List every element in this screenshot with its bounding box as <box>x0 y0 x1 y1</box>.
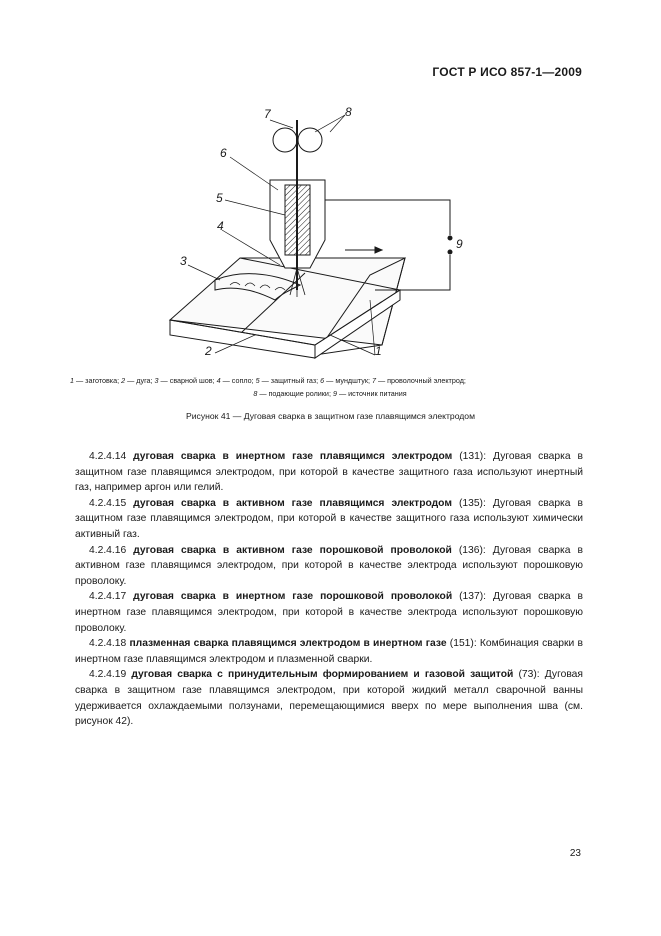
figure-legend <box>70 374 590 400</box>
legend-item: 9 — источник питания <box>332 389 407 398</box>
figure-label-5: 5 <box>216 191 223 205</box>
figure-label-3: 3 <box>180 254 187 268</box>
paragraph: 4.2.4.19 дуговая сварка с принудительным формированием и газовой защитой (73): Дуговая сварка в защитном газе плавящимся электродом, при которой жидкий металл сварочной ванны удерживается охлаждаемыми ползунами, перемещающимися вверх по мере выполнения шва (см. рисунок 42). <box>75 669 583 728</box>
figure-label-9: 9 <box>456 237 463 251</box>
document-body <box>75 449 583 730</box>
figure-label-8: 8 <box>345 105 352 119</box>
legend-item: 2 — дуга; <box>121 376 155 385</box>
feed-roller-left <box>273 128 297 152</box>
legend-item: 6 — мундштук; <box>320 376 372 385</box>
figure-label-1: 1 <box>375 344 382 358</box>
legend-item: 5 — защитный газ; <box>255 376 321 385</box>
paragraph: 4.2.4.16 дуговая сварка в активном газе порошковой проволокой (136): Дуговая сварка в активном газе плавящимся электродом, при которой в качестве электрода используют порошковую проволоку. <box>75 544 583 587</box>
paragraph: 4.2.4.14 дуговая сварка в инертном газе плавящимся электродом (131): Дуговая сварка в защитном газе плавящимся электродом, при которой в качестве защитного газа используют инертный газ, например аргон или гелий. <box>75 451 583 494</box>
document-header: ГОСТ Р ИСО 857-1—2009 <box>432 65 582 79</box>
figure-caption: Рисунок 41 — Дуговая сварка в защитном газе плавящимся электродом <box>186 411 475 421</box>
paragraph: 4.2.4.18 плазменная сварка плавящимся электродом в инертном газе (151): Комбинация сварки в инертном газе плавящимся электродом и плазменной сварки. <box>75 638 583 665</box>
legend-line-2 <box>70 387 590 400</box>
legend-item: 1 — заготовка; <box>70 376 122 385</box>
legend-line-1 <box>70 374 590 387</box>
figure-label-4: 4 <box>217 219 224 233</box>
legend-item: 7 — проволочный электрод; <box>371 376 466 385</box>
welding-diagram <box>160 100 480 370</box>
feed-roller-right <box>298 128 322 152</box>
paragraph: 4.2.4.15 дуговая сварка в активном газе плавящимся электродом (135): Дуговая сварка в защитном газе плавящимся электродом, при которой в качестве защитного газа используют химически активный газ. <box>75 497 583 540</box>
page-number: 23 <box>569 848 581 859</box>
legend-item: 8 — подающие ролики; <box>253 389 333 398</box>
power-lead <box>325 200 450 235</box>
figure-label-2: 2 <box>205 344 212 358</box>
legend-item: 4 — сопло; <box>216 376 256 385</box>
figure-label-7: 7 <box>264 107 271 121</box>
figure-label-6: 6 <box>220 146 227 160</box>
paragraph: 4.2.4.17 дуговая сварка в инертном газе порошковой проволокой (137): Дуговая сварка в инертном газе плавящимся электродом, при которой в качестве электрода используют порошковую проволоку. <box>75 591 583 634</box>
legend-item: 3 — сварной шов; <box>154 376 217 385</box>
